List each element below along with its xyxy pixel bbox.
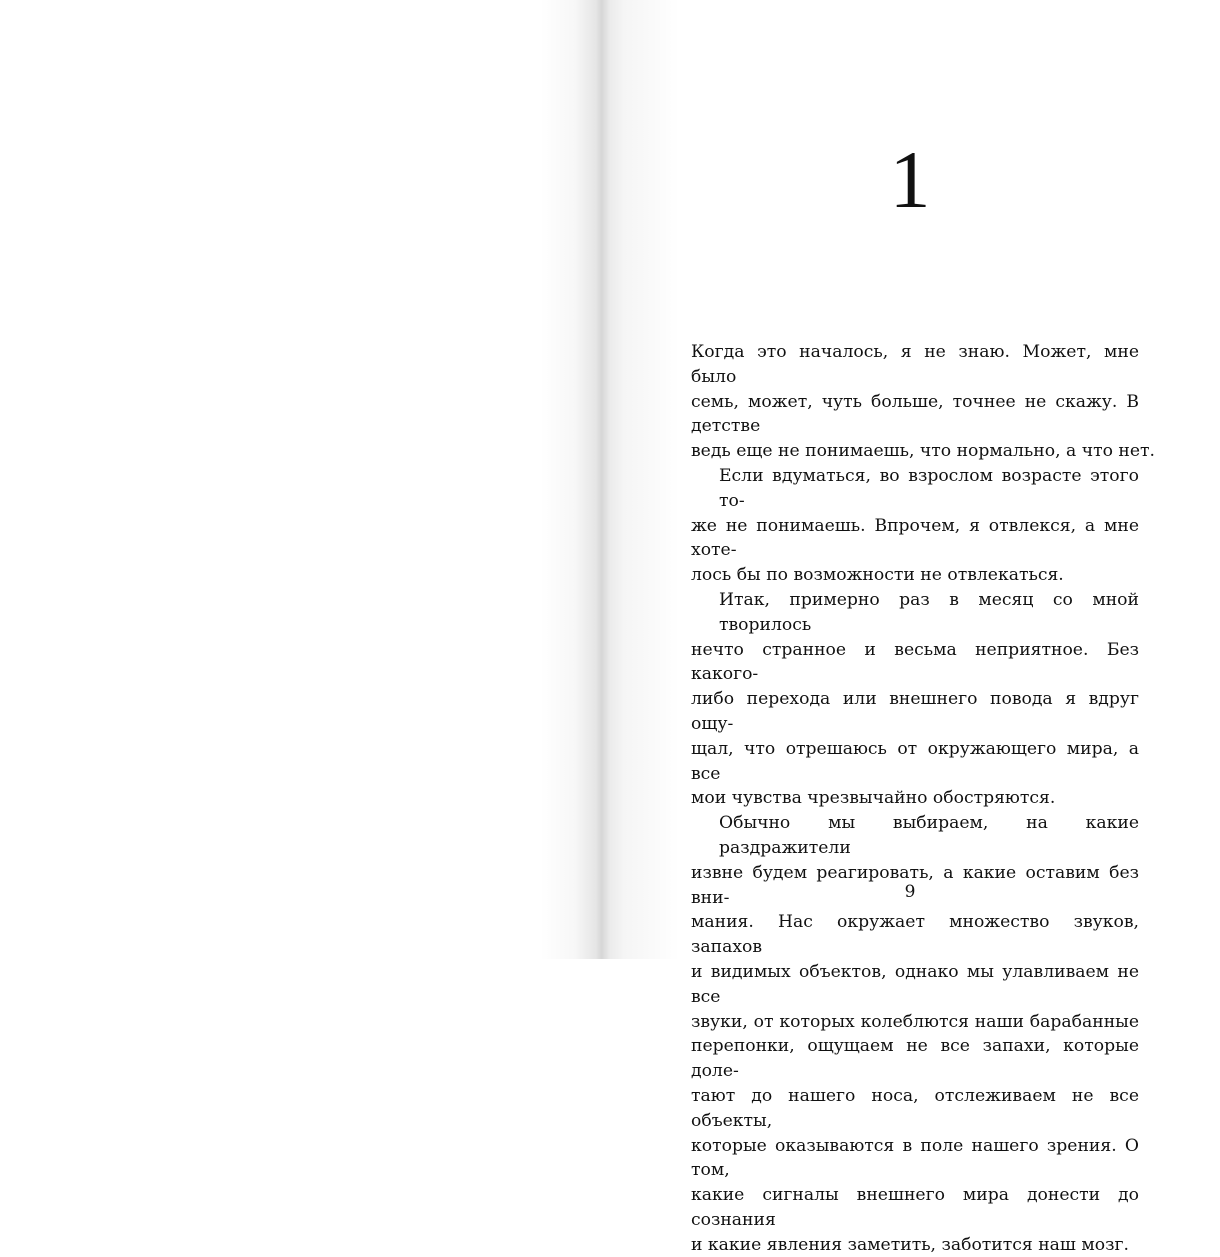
text-line: Если вдуматься, во взрослом возрасте этого то- (719, 465, 1139, 511)
right-page (610, 0, 1220, 1255)
text-line: Когда это началось, я не знаю. Может, мне было (691, 342, 1139, 387)
text-line: мои чувства чрезвычайно обостряются. (691, 788, 1056, 809)
text-line: звуки, от которых колеблются наши барабанные (691, 1011, 1139, 1032)
text-line: которые оказываются в поле нашего зрения. О том, (691, 1135, 1139, 1181)
text-line: извне будем реагировать, а какие оставим без вни- (691, 862, 1139, 908)
text-line: мания. Нас окружает множество звуков, запахов (691, 912, 1139, 958)
text-line: и видимых объектов, однако мы улавливаем не все (691, 961, 1139, 1007)
text-line: Обычно мы выбираем, на какие раздражители (719, 813, 1139, 858)
text-line: семь, может, чуть больше, точнее не скажу. В детстве (691, 391, 1139, 437)
text-line: тают до нашего носа, отслеживаем не все объекты, (691, 1085, 1139, 1131)
text-line: же не понимаешь. Впрочем, я отвлекся, а мне хоте- (691, 515, 1139, 561)
text-line: либо перехода или внешнего повода я вдруг ощу- (691, 689, 1139, 734)
text-line: перепонки, ощущаем не все запахи, которые доле- (691, 1036, 1139, 1082)
page-number: 9 (904, 882, 916, 902)
body-text (691, 340, 1155, 1257)
text-line: Итак, примерно раз в месяц со мной творилось (719, 589, 1139, 635)
left-page-blank (0, 0, 610, 959)
chapter-number: 1 (889, 134, 931, 225)
text-line: лось бы по возможности не отвлекаться. (691, 565, 1064, 586)
text-line: щал, что отрешаюсь от окружающего мира, а все (691, 738, 1139, 784)
text-line: нечто странное и весьма неприятное. Без какого- (691, 639, 1139, 685)
text-line: какие сигналы внешнего мира донести до сознания (691, 1185, 1139, 1230)
text-line: и какие явления заметить, заботится наш мозг. (691, 1234, 1129, 1255)
text-line: ведь еще не понимаешь, что нормально, а что нет. (691, 441, 1155, 462)
